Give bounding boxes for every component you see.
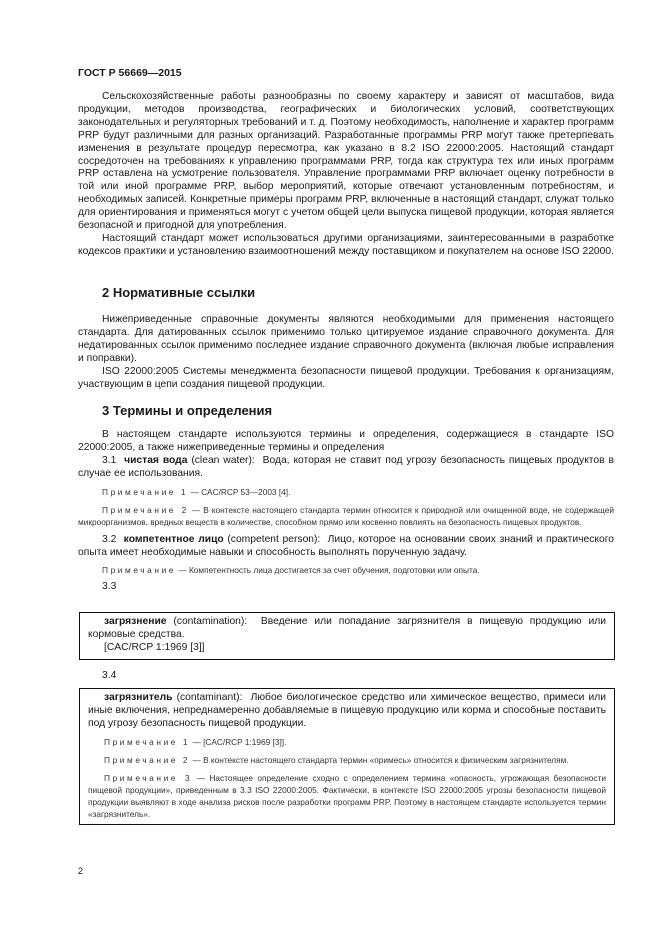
document-header: ГОСТ Р 56669—2015: [78, 67, 182, 79]
term-3-4-number-wrap: [78, 670, 614, 683]
term-3-1-notes: Примечание 1 — CAC/RCP 53—2003 [4]. Примечание 2 — В контексте настоящего стандарта термин относится к природной или очищенной воде, не содержащей микроорганизмов, вредных веществ в количестве, способном прямо или косвенно повлиять на безопасность пищевых продуктов.: [78, 486, 614, 527]
paragraph: Сельскохозяйственные работы разнообразны по своему характеру и зависят от масштабов, вида продукции, методов производства, географических и биологических условий, соответствующих законодательных и регуляторных требований и т. д. Поэтому необходимость, наполнение и характер программ PRP будут различными для разных организаций. Разработанные программы PRP могут также претерпевать изменения в результате процедур пересмотра, как указано в 8.2 ISO 22000:2005. Настоящий стандарт сосредоточен на требованиях к управлению программами PRP, тогда как структура тех или иных программ PRP оставлена на усмотрение пользователя. Управление программами PRP включает оценку потребности в той или иной программе PRP, выбор мероприятий, которые отвечают установленным потребностям, и необходимых записей. Конкретные примеры программ PRP, включенные в настоящий стандарт, служат только для ориентирования и применяться могут с учетом общей цели выпуска пищевой продукции, которая является безопасной и пригодной для употребления.: [78, 91, 614, 232]
term-3-3-box: загрязнение (contamination): Введение или попадание загрязнителя в пищевую продукцию или кормовые средства. [CAC/RCP 1:1969 [3]]: [79, 612, 615, 660]
term-3-3-number: 3.3: [102, 581, 117, 593]
term-3-4-number: 3.4: [102, 670, 117, 681]
paragraph: Нижеприведенные справочные документы являются необходимыми для применения настоящего стандарта. Для датированных ссылок применимо только цитируемое издание справочного документа. Для недатированных ссылок применимо последнее издание справочного документа (включая любые исправления и поправки).: [78, 314, 614, 364]
paragraph: В настоящем стандарте используются термины и определения, содержащиеся в стандарте ISO 22000:2005, а также нижеприведенные термины и определения: [78, 429, 614, 453]
term-3-3-reference: [CAC/RCP 1:1969 [3]]: [104, 641, 205, 653]
page-number: 2: [78, 866, 84, 876]
section-3-text: [78, 429, 614, 594]
term-3-2: 3.2 компетентное лицо (competent person): Лицо, которое на основании своих знаний и практического опыта имеет необходимые навыки и способность выполнять порученную задачу.: [78, 533, 614, 558]
section-3-heading: 3 Термины и определения: [102, 403, 273, 418]
term-3-1: 3.1 чистая вода (clean water): Вода, которая не ставит под угрозу безопасность пищевых продуктов в случае ее использования.: [78, 454, 614, 479]
paragraph: Настоящий стандарт может использоваться другими организациями, заинтересованными в разработке кодексов практики и установлению взаимоотношений между поставщиком и покупателем на основе ISO 22000.: [78, 232, 614, 257]
intro-text: [78, 91, 614, 259]
section-2-text: [78, 314, 614, 391]
term-3-4-box: загрязнитель (contaminant): Любое биологическое средство или химическое вещество, примеси или иные включения, непреднамеренно добавляемые в пищевую продукцию или корма и способные поставить под угрозу безопасность пищевой продукции. Примечание 1 — [CAC/RCP 1:1969 [3]]. Примечание 2 — В контексте настоящего стандарта термин «примесь» относится к физическим загрязнителям. Примечание 3 — Настоящее определение сходно с определением термина «опасность, угрожающая безопасности пищевой продукции», приведенным в 3.3 ISO 22000:2005. Фактически, в контексте ISO 22000:2005 угрозы безопасности пищевой продукции выявляют в ходе анализа рисков после разработки программ PRP. Поэтому в настоящем стандарте используется термин «загрязнитель».: [79, 688, 615, 825]
term-3-4-notes: Примечание 1 — [CAC/RCP 1:1969 [3]]. Примечание 2 — В контексте настоящего стандарта термин «примесь» относится к физическим загрязнителям. Примечание 3 — Настоящее определение сходно с определением термина «опасность, угрожающая безопасности пищевой продукции», приведенным в 3.3 ISO 22000:2005. Фактически, в контексте ISO 22000:2005 угрозы безопасности пищевой продукции выявляют в ходе анализа рисков после разработки программ PRP. Поэтому в настоящем стандарте используется термин «загрязнитель».: [88, 736, 606, 819]
paragraph: ISO 22000:2005 Системы менеджмента безопасности пищевой продукции. Требования к организациям, участвующим в цепи создания пищевой продукции.: [78, 365, 614, 390]
section-2-heading: 2 Нормативные ссылки: [102, 285, 256, 300]
term-3-2-note: Примечание — Компетентность лица достигается за счет обучения, подготовки или опыта.: [102, 565, 480, 576]
